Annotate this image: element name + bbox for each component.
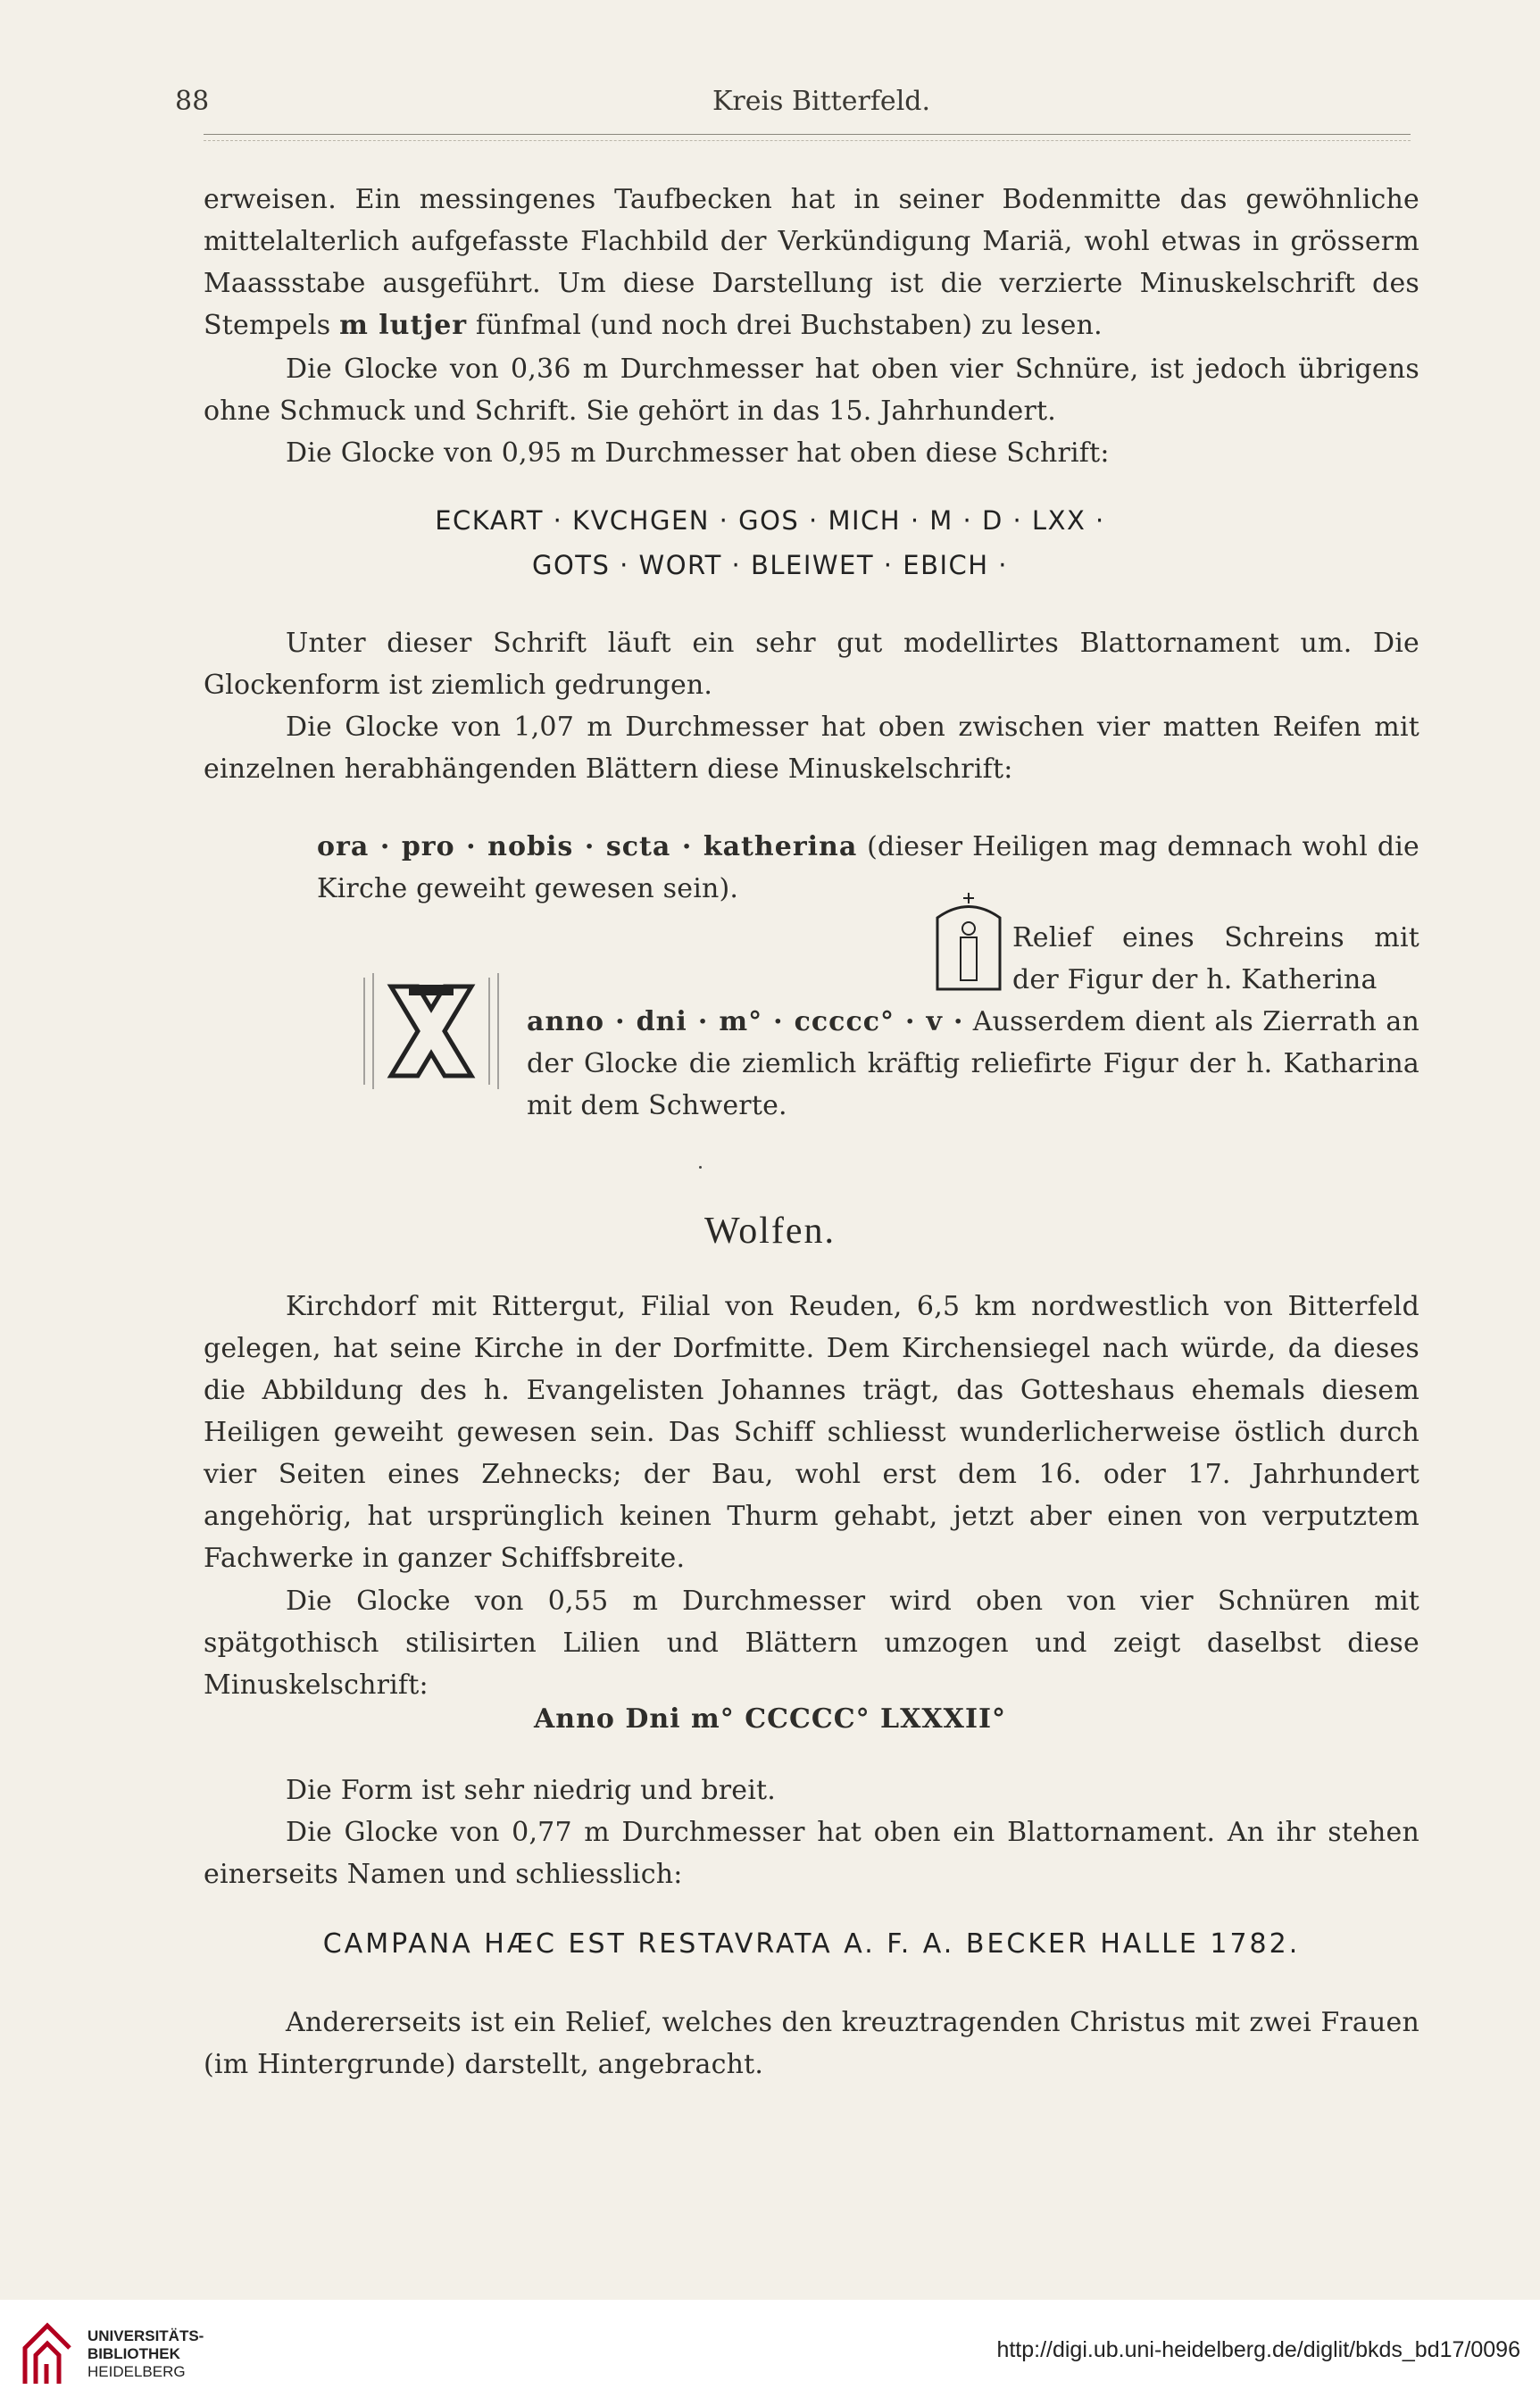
page-number: 88 bbox=[175, 86, 210, 117]
wolfen-paragraph-5: Andererseits ist ein Relief, welches den kreuztragenden Christus mit zwei Frauen (im Hintergrunde) darstellt, angebracht. bbox=[204, 2007, 1419, 2080]
wolfen-paragraph-4: Die Glocke von 0,77 m Durchmesser hat oben ein Blattornament. An ihr stehen einerseits Namen und schliesslich: bbox=[204, 1817, 1419, 1890]
inscription-campana: CAMPANA HÆC EST RESTAVRATA A. F. A. BECKER HALLE 1782. bbox=[322, 1928, 1301, 1960]
paragraph-1: erweisen. Ein messingenes Taufbecken hat in seiner Bodenmitte das gewöhnliche mittelalterlich aufgefasste Flachbild der Verkündigung Mariä, wohl etwas in grösserm Maassstabe ausgeführt. Um diese Darstellung ist die verzierte Minuskelschrift des Stempels m lutjer fünfmal (und noch drei Buchstaben) zu lesen. bbox=[204, 184, 1419, 341]
inscription-ora-pro-nobis: ora · pro · nobis · scta · katherina bbox=[317, 831, 858, 862]
inscription-anno-dni-lxxxii: Anno Dni m° CCCCC° LXXXII° bbox=[533, 1703, 1007, 1735]
paragraph-4: Unter dieser Schrift läuft ein sehr gut modellirtes Blattornament um. Die Glockenform ist ziemlich gedrungen. bbox=[204, 628, 1419, 701]
paragraph-2: Die Glocke von 0,36 m Durchmesser hat oben vier Schnüre, ist jedoch übrigens ohne Schmuck und Schrift. Sie gehört in das 15. Jahrhundert. bbox=[204, 354, 1419, 427]
wolfen-paragraph-2: Die Glocke von 0,55 m Durchmesser wird oben von vier Schnüren mit spätgothisch stilisirten Lilien und Blättern umzogen und zeigt daselbst diese Minuskelschrift: bbox=[204, 1586, 1419, 1701]
wolfen-paragraph-3: Die Form ist sehr niedrig und breit. bbox=[286, 1775, 777, 1806]
section-title: Wolfen. bbox=[703, 1211, 837, 1252]
library-logo-icon bbox=[16, 2312, 79, 2393]
wolfen-paragraph-1: Kirchdorf mit Rittergut, Filial von Reuden, 6,5 km nordwestlich von Bitterfeld gelegen, hat seine Kirche in der Dorfmitte. Dem Kirchensiegel nach würde, da dieses die Abbildung des h. Evangelisten Johannes trägt, das Gotteshaus ehemals diesem Heiligen geweiht gewesen sein. Das Schiff schliesst wunderlicherweise östlich durch vier Seiten eines Zehnecks; der Bau, wohl erst dem 16. oder 17. Jahrhundert angehörig, hat ursprünglich keinen Thurm gehabt, jetzt aber einen von verputztem Fachwerke in ganzer Schiffsbreite. bbox=[204, 1291, 1419, 1574]
katherina-relief-figure bbox=[928, 891, 1009, 994]
paragraph-6: ora · pro · nobis · scta · katherina (dieser Heiligen mag demnach wohl die Kirche geweiht gewesen sein). bbox=[317, 831, 1419, 904]
library-logo-text: UNIVERSITÄTS- BIBLIOTHEK HEIDELBERG bbox=[87, 2327, 204, 2380]
header-rule bbox=[204, 134, 1411, 135]
section-dot bbox=[699, 1166, 702, 1169]
source-url-link[interactable]: http://digi.ub.uni-heidelberg.de/diglit/bkds_bd17/0096 bbox=[996, 2337, 1520, 2362]
header-rule-secondary bbox=[204, 140, 1411, 141]
paragraph-3: Die Glocke von 0,95 m Durchmesser hat oben diese Schrift: bbox=[286, 437, 1110, 469]
anno-paragraph: anno · dni · m° · ccccc° · v · Ausserdem dient als Zierrath an der Glocke die ziemlich kräftig reliefirte Figur der h. Katharina mit dem Schwerte. bbox=[527, 1006, 1419, 1121]
relief-caption: Relief eines Schreins mit der Figur der h. Katherina bbox=[1012, 922, 1419, 995]
paragraph-5: Die Glocke von 1,07 m Durchmesser hat oben zwischen vier matten Reifen mit einzelnen herabhängenden Blättern diese Minuskelschrift: bbox=[204, 712, 1419, 785]
inscription-line-1: ECKART · KVCHGEN · GOS · MICH · M · D · LXX · bbox=[435, 505, 1105, 536]
inscription-lutjer: m lutjer bbox=[339, 310, 468, 341]
cross-ornament-figure bbox=[355, 960, 507, 1103]
running-title: Kreis Bitterfeld. bbox=[712, 86, 931, 117]
inscription-anno-dni: anno · dni · m° · ccccc° · v · bbox=[527, 1006, 964, 1037]
inscription-line-2: GOTS · WORT · BLEIWET · EBICH · bbox=[531, 550, 1009, 580]
